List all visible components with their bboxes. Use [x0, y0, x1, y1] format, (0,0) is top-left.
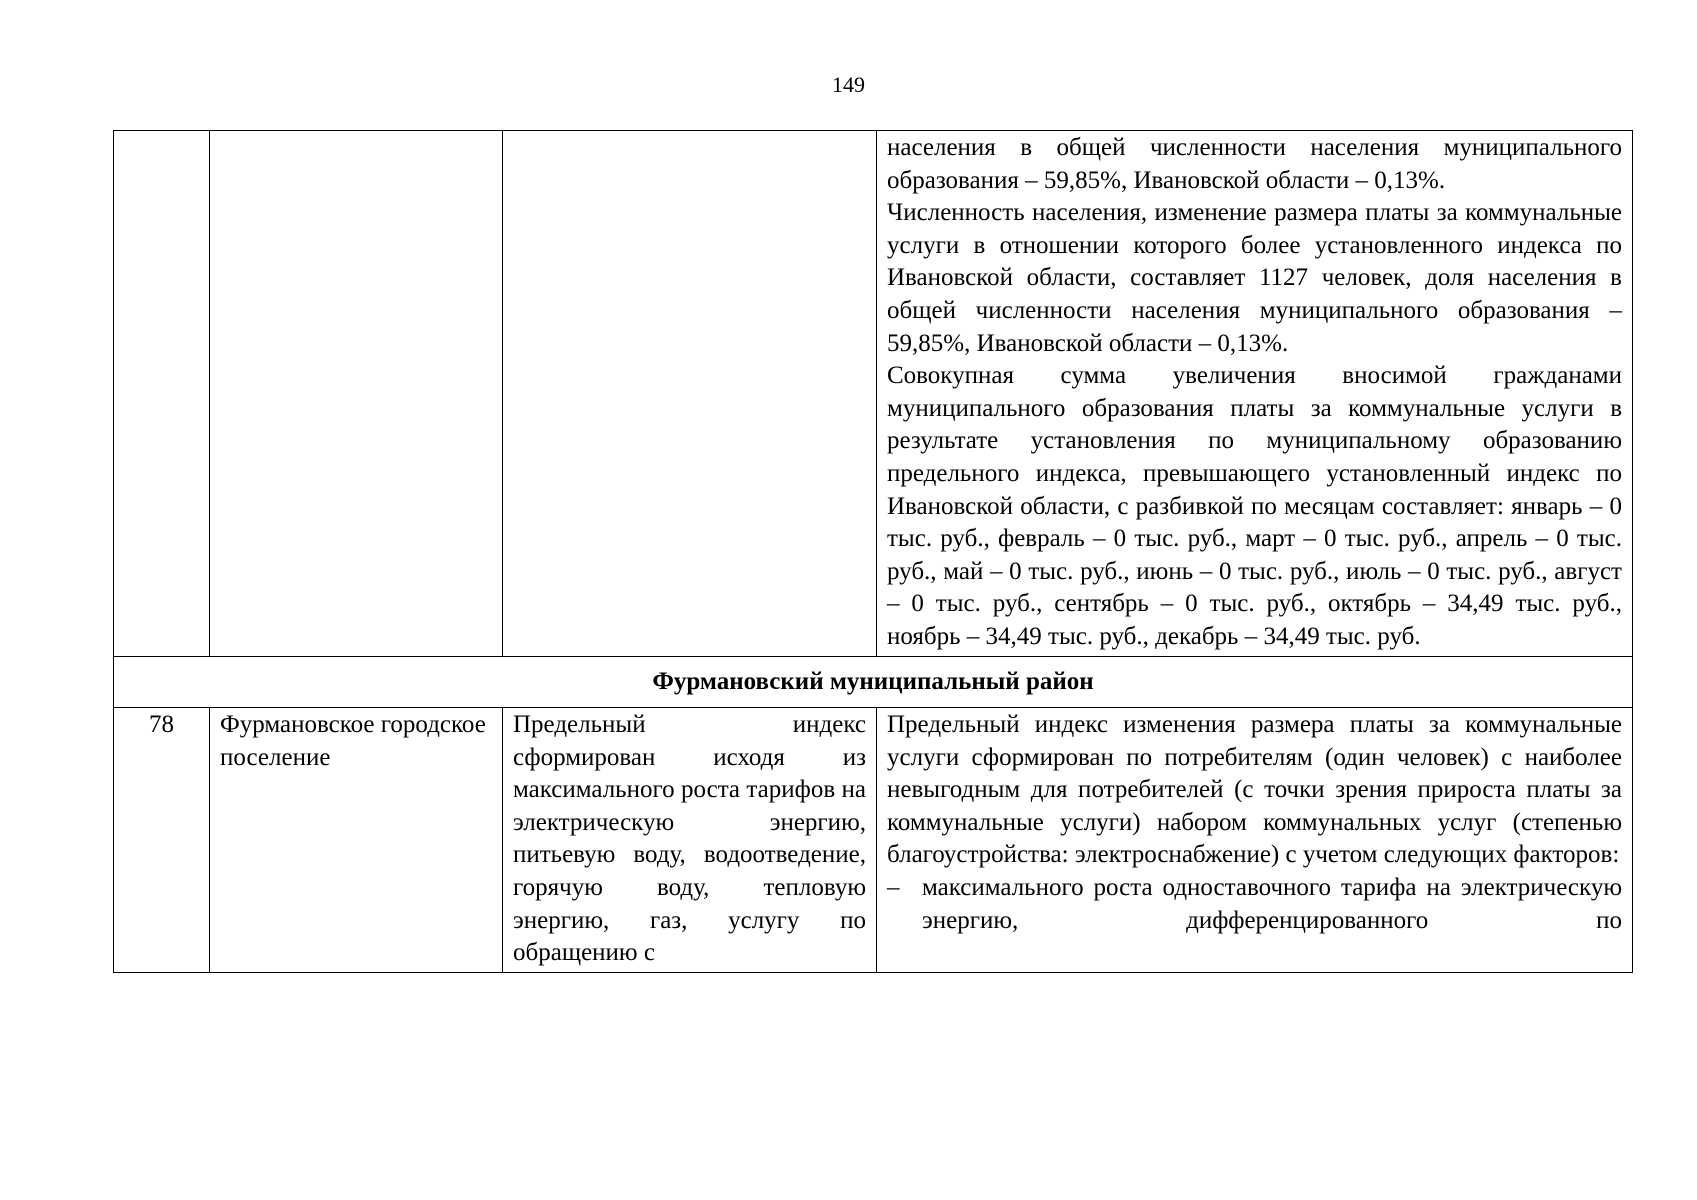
- tariff-index-table: [113, 130, 1633, 973]
- factor-text: максимального роста одноставочного тарифа на электрическую энергию, дифференцированного по: [922, 874, 1622, 934]
- section-header: Фурмановский муниципальный район: [114, 656, 1633, 708]
- factor-list-item: [887, 872, 1622, 937]
- cell-description-continuation: [877, 131, 1633, 657]
- index-description: Предельный индекс изменения размера платы за коммунальные услуги сформирован по потребителям (один человек) с наиболее невыгодным для потребителей (с точки зрения прироста платы за коммунальные услуги) набором коммунальных услуг (степенью благоустройства: электроснабжение) с учетом следующих факторов:: [887, 711, 1622, 869]
- settlement-name: Фурмановское городское поселение: [210, 708, 503, 973]
- row-number: 78: [114, 708, 210, 973]
- bullet-dash: –: [887, 874, 900, 902]
- population-paragraph: Численность населения, изменение размера платы за коммунальные услуги в отношении которого более установленного индекса по Ивановской области, составляет 1127 человек, доля населения в общей численности населения муниципального образования – 59,85%, Ивановской области – 0,13%.: [887, 199, 1622, 357]
- page-number: 149: [832, 72, 865, 97]
- monthly-sum-paragraph: Совокупная сумма увеличения вносимой гражданами муниципального образования платы за коммунальные услуги в результате установления по муниципальному образованию предельного индекса, превышающего установленный индекс по Ивановской области, с разбивкой по месяцам составляет: январь – 0 тыс. руб., февраль – 0 тыс. руб., март – 0 тыс. руб., апрель – 0 тыс. руб., май – 0 тыс. руб., июнь – 0 тыс. руб., июль – 0 тыс. руб., август – 0 тыс. руб., сентябрь – 0 тыс. руб., октябрь – 34,49 тыс. руб., ноябрь – 34,49 тыс. руб., декабрь – 34,49 тыс. руб.: [887, 362, 1622, 650]
- continuation-paragraph: населения в общей численности населения муниципального образования – 59,85%, Ивановской области – 0,13%.: [887, 134, 1622, 194]
- cell-description-78: [877, 708, 1633, 973]
- table-row-continuation: [114, 131, 1633, 657]
- table-row-section: [114, 656, 1633, 708]
- cell-number-empty: [114, 131, 210, 657]
- table-row-78: [114, 708, 1633, 973]
- cell-settlement-empty: [210, 131, 503, 657]
- cell-basis-empty: [503, 131, 877, 657]
- index-basis: Предельный индекс сформирован исходя из максимального роста тарифов на электрическую энергию, питьевую воду, водоотведение, горячую воду, тепловую энергию, газ, услугу по обращению с: [503, 708, 877, 973]
